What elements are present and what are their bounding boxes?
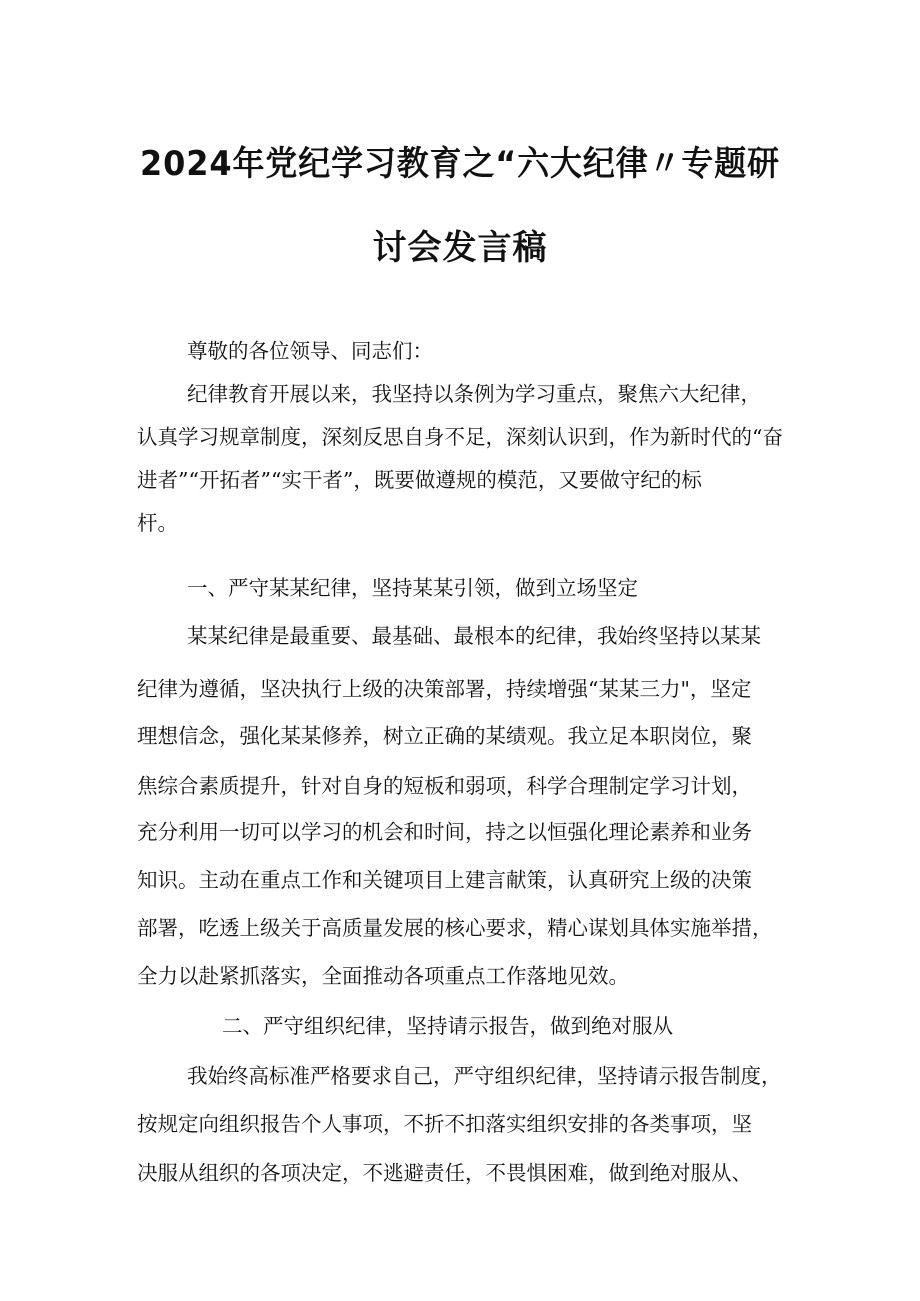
- paragraph-line: 按规定向组织报告个人事项，不折不扣落实组织安排的各类事项，坚: [137, 1112, 752, 1136]
- paragraph-line: 某某纪律是最重要、最基础、最根本的纪律，我始终坚持以某某: [187, 624, 761, 648]
- paragraph-line: 杆。: [137, 511, 178, 535]
- salutation: 尊敬的各位领导、同志们：: [187, 339, 433, 363]
- paragraph-line: 纪律教育开展以来，我坚持以条例为学习重点，聚焦六大纪律，: [187, 382, 761, 406]
- paragraph-line: 进者”“开拓者”“实干者”，既要做遵规的模范，又要做守纪的标: [137, 468, 702, 492]
- document-title-line-1: 2024年党纪学习教育之“六大纪律〃专题研: [140, 144, 780, 184]
- paragraph-line: 理想信念，强化某某修养，树立正确的某绩观。我立足本职岗位，聚: [137, 724, 752, 748]
- paragraph-line: 部署，吃透上级关于高质量发展的核心要求，精心谋划具体实施举措，: [137, 916, 773, 940]
- paragraph-line: 充分利用一切可以学习的机会和时间，持之以恒强化理论素养和业务: [137, 820, 752, 844]
- paragraph-line: 我始终高标准严格要求自己，严守组织纪律，坚持请示报告制度，: [187, 1064, 782, 1088]
- paragraph-line: 纪律为遵循，坚决执行上级的决策部署，持续增强“某某三力"，坚定: [137, 677, 752, 701]
- paragraph-line: 认真学习规章制度，深刻反思自身不足，深刻认识到，作为新时代的“奋: [137, 425, 783, 449]
- paragraph-line: 决服从组织的各项决定，不逃避责任，不畏惧困难，做到绝对服从、: [137, 1161, 752, 1185]
- paragraph-line: 知识。主动在重点工作和关键项目上建言献策，认真研究上级的决策: [137, 868, 752, 892]
- document-title-line-2: 讨会发言稿: [372, 228, 548, 268]
- paragraph-line: 焦综合素质提升，针对自身的短板和弱项，科学合理制定学习计划，: [137, 774, 752, 798]
- paragraph-line: 全力以赴紧抓落实，全面推动各项重点工作落地见效。: [137, 964, 629, 988]
- section-heading: 二、严守组织纪律，坚持请示报告，做到绝对服从: [222, 1014, 673, 1038]
- section-heading: 一、严守某某纪律，坚持某某引领，做到立场坚定: [187, 576, 638, 600]
